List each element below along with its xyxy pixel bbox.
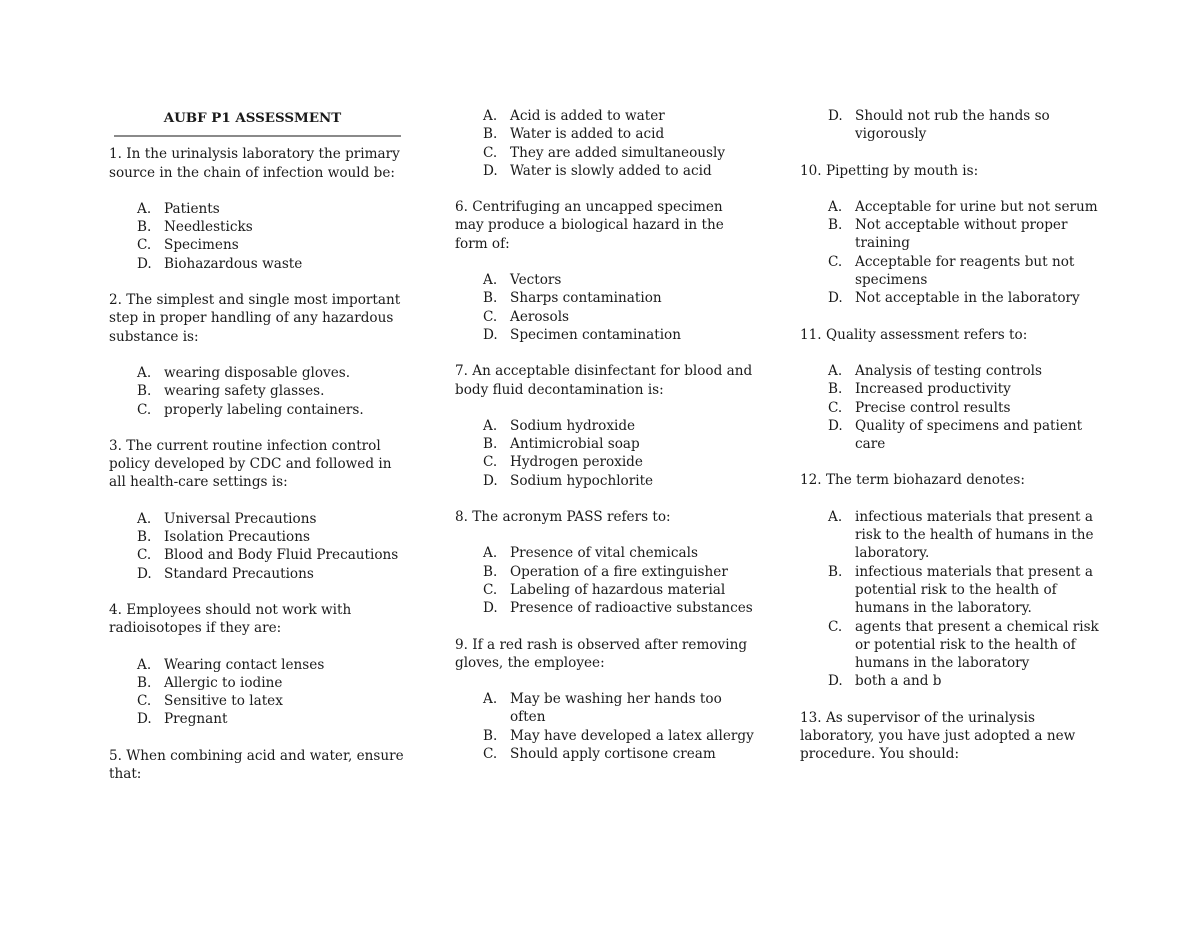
options-list	[109, 200, 409, 273]
option-text: They are added simultaneously	[510, 144, 726, 161]
answer-option	[455, 326, 755, 344]
question-block	[109, 145, 409, 273]
answer-option	[455, 107, 755, 125]
option-text: Operation of a fire extinguisher	[510, 563, 728, 580]
option-letter: D.	[483, 600, 498, 617]
answer-option	[455, 144, 755, 162]
options-list	[455, 271, 755, 344]
option-letter: B.	[483, 436, 498, 453]
option-text: both a and b	[855, 673, 942, 690]
option-text: Not acceptable without proper training	[855, 217, 1068, 252]
option-text: Water is added to acid	[510, 126, 665, 143]
question-text: 12. The term biohazard denotes:	[800, 472, 1025, 489]
option-letter: C.	[137, 693, 152, 710]
option-letter: C.	[483, 581, 498, 598]
option-letter: B.	[483, 727, 498, 744]
option-letter: A.	[483, 108, 498, 124]
answer-option	[109, 656, 409, 674]
question-block	[109, 437, 409, 583]
option-letter: C.	[483, 144, 498, 161]
question-list	[455, 198, 755, 763]
answer-option	[455, 581, 755, 599]
option-letter: B.	[483, 563, 498, 580]
option-letter: C.	[828, 618, 843, 635]
answer-option	[455, 308, 755, 326]
answer-option	[455, 599, 755, 617]
option-text: infectious materials that present a potential risk to the health of humans in the laboratory.	[855, 563, 1093, 617]
option-text: May have developed a latex allergy	[510, 727, 754, 744]
option-text: Quality of specimens and patient care	[855, 417, 1083, 453]
option-letter: D.	[137, 565, 152, 582]
question-list	[109, 145, 409, 783]
question-text: 9. If a red rash is observed after removing gloves, the employee:	[455, 636, 748, 671]
question-block	[800, 162, 1100, 308]
question-block	[109, 291, 409, 419]
option-letter: A.	[828, 362, 843, 379]
option-letter: C.	[137, 547, 152, 564]
option-letter: C.	[137, 401, 152, 418]
answer-option	[455, 745, 755, 763]
option-text: wearing disposable gloves.	[164, 364, 351, 381]
question-block	[455, 198, 755, 344]
answer-option	[109, 236, 409, 254]
question-text: 5. When combining acid and water, ensure that:	[109, 747, 404, 783]
option-letter: C.	[483, 454, 498, 471]
question-block	[109, 747, 409, 784]
option-letter: B.	[483, 126, 498, 143]
option-letter: D.	[483, 472, 498, 489]
option-letter: A.	[137, 200, 152, 217]
column-1	[109, 107, 409, 801]
option-text: Aerosols	[510, 308, 570, 325]
question-text: 1. In the urinalysis laboratory the primary source in the chain of infection would be:	[109, 146, 400, 181]
answer-option	[455, 435, 755, 453]
options-list	[109, 656, 409, 729]
answer-option	[800, 672, 1100, 690]
option-text: Blood and Body Fluid Precautions	[164, 547, 399, 564]
answer-option	[800, 380, 1100, 398]
option-text: properly labeling containers.	[164, 401, 364, 418]
option-text: Biohazardous waste	[164, 255, 303, 272]
option-letter: D.	[828, 290, 843, 307]
option-letter: A.	[137, 510, 152, 527]
option-text: Isolation Precautions	[164, 529, 310, 546]
page-title: AUBF P1 ASSESSMENT	[163, 110, 342, 126]
question-block	[455, 508, 755, 617]
option-letter: B.	[828, 563, 843, 580]
answer-option	[455, 472, 755, 490]
question-text: 10. Pipetting by mouth is:	[800, 162, 979, 179]
option-letter: B.	[137, 674, 152, 691]
answer-option	[455, 271, 755, 289]
option-text: May be washing her hands too often	[510, 691, 722, 726]
option-letter: D.	[483, 326, 498, 343]
option-text: Presence of vital chemicals	[510, 545, 698, 562]
option-text: agents that present a chemical risk or potential risk to the health of humans in the laboratory	[855, 618, 1099, 672]
option-letter: D.	[137, 711, 152, 728]
option-text: Vectors	[510, 272, 562, 289]
option-text: Standard Precautions	[164, 565, 314, 582]
option-text: Sensitive to latex	[164, 693, 283, 710]
question-block	[455, 362, 755, 490]
option-text: Should not rub the hands so vigorously	[855, 108, 1050, 143]
option-letter: D.	[483, 162, 498, 179]
option-letter: B.	[828, 381, 843, 398]
answer-option	[109, 401, 409, 419]
answer-option	[455, 563, 755, 581]
option-letter: C.	[483, 308, 498, 325]
answer-option	[800, 107, 1100, 144]
option-letter: A.	[483, 691, 498, 708]
column-3	[800, 107, 1100, 782]
options-list	[455, 544, 755, 617]
option-letter: C.	[828, 399, 843, 416]
option-letter: B.	[483, 290, 498, 307]
answer-option	[109, 255, 409, 273]
answer-option	[800, 508, 1100, 563]
answer-option	[455, 727, 755, 745]
option-text: Water is slowly added to acid	[510, 162, 712, 179]
option-text: Should apply cortisone cream	[510, 746, 716, 763]
options-list	[109, 364, 409, 419]
answer-option	[455, 417, 755, 435]
answer-option	[800, 289, 1100, 307]
continued-options	[800, 107, 1100, 144]
question-block	[800, 471, 1100, 690]
option-letter: D.	[828, 673, 843, 690]
answer-option	[455, 125, 755, 143]
option-letter: A.	[483, 545, 498, 562]
option-letter: A.	[828, 198, 843, 215]
option-letter: C.	[828, 253, 843, 270]
option-text: Hydrogen peroxide	[510, 454, 643, 471]
option-text: Specimens	[164, 237, 239, 254]
question-text: 11. Quality assessment refers to:	[800, 326, 1028, 343]
answer-option	[455, 162, 755, 180]
option-letter: C.	[137, 237, 152, 254]
option-letter: D.	[828, 417, 843, 434]
question-block	[109, 601, 409, 729]
option-text: Universal Precautions	[164, 510, 317, 527]
option-letter: D.	[137, 255, 152, 272]
answer-option	[109, 710, 409, 728]
option-text: Labeling of hazardous material	[510, 581, 726, 598]
answer-option	[800, 198, 1100, 216]
question-text: 4. Employees should not work with radioisotopes if they are:	[109, 601, 352, 637]
answer-option	[800, 563, 1100, 618]
answer-option	[800, 362, 1100, 380]
answer-option	[109, 528, 409, 546]
answer-option	[109, 692, 409, 710]
option-text: Needlesticks	[164, 219, 253, 236]
answer-option	[109, 218, 409, 236]
options-list	[455, 417, 755, 490]
answer-option	[455, 289, 755, 307]
option-text: Pregnant	[164, 711, 228, 728]
title-divider	[114, 135, 401, 137]
option-letter: A.	[483, 417, 498, 434]
option-letter: A.	[137, 656, 152, 673]
question-text: 8. The acronym PASS refers to:	[455, 509, 671, 526]
options-list	[800, 508, 1100, 691]
question-text: 7. An acceptable disinfectant for blood and body fluid decontamination is:	[455, 363, 753, 398]
option-text: Increased productivity	[855, 381, 1011, 398]
options-list	[800, 198, 1100, 308]
options-list	[800, 362, 1100, 453]
answer-option	[800, 253, 1100, 290]
answer-option	[109, 510, 409, 528]
question-text: 6. Centrifuging an uncapped specimen may produce a biological hazard in the form of:	[455, 199, 724, 252]
option-letter: A.	[137, 364, 152, 381]
option-text: Sodium hypochlorite	[510, 472, 654, 489]
option-letter: A.	[828, 508, 843, 525]
option-text: Presence of radioactive substances	[510, 600, 753, 617]
option-text: Allergic to iodine	[164, 674, 283, 691]
option-text: wearing safety glasses.	[164, 383, 325, 400]
option-text: Patients	[164, 200, 220, 217]
question-block	[800, 326, 1100, 454]
option-text: Acid is added to water	[510, 108, 665, 124]
option-text: Sodium hydroxide	[510, 417, 636, 434]
option-letter: B.	[137, 383, 152, 400]
option-text: infectious materials that present a risk to the health of humans in the laboratory.	[855, 508, 1094, 562]
option-text: Sharps contamination	[510, 290, 662, 307]
answer-option	[800, 216, 1100, 253]
option-letter: B.	[137, 529, 152, 546]
answer-option	[109, 200, 409, 218]
option-letter: C.	[483, 746, 498, 763]
option-letter: B.	[828, 217, 843, 234]
answer-option	[109, 546, 409, 564]
answer-option	[109, 382, 409, 400]
continued-options	[455, 107, 755, 180]
question-text: 3. The current routine infection control policy developed by CDC and followed in all health-care settings is:	[109, 437, 392, 491]
options-list	[109, 510, 409, 583]
option-text: Antimicrobial soap	[510, 436, 640, 453]
question-block	[800, 709, 1100, 764]
column-2	[455, 107, 755, 781]
question-block	[455, 636, 755, 764]
answer-option	[109, 674, 409, 692]
option-text: Analysis of testing controls	[855, 362, 1042, 379]
option-text: Wearing contact lenses	[164, 656, 325, 673]
question-text: 2. The simplest and single most important step in proper handling of any hazardous substance is:	[109, 292, 401, 345]
option-text: Acceptable for reagents but not specimens	[855, 253, 1075, 289]
question-list	[800, 162, 1100, 764]
option-text: Precise control results	[855, 399, 1011, 416]
option-letter: B.	[137, 219, 152, 236]
answer-option	[800, 417, 1100, 454]
question-text: 13. As supervisor of the urinalysis laboratory, you have just adopted a new procedure. You should:	[800, 709, 1076, 763]
options-list	[455, 690, 755, 763]
answer-option	[455, 453, 755, 471]
answer-option	[455, 690, 755, 727]
option-text: Specimen contamination	[510, 326, 681, 343]
option-text: Acceptable for urine but not serum	[855, 198, 1098, 215]
option-letter: A.	[483, 272, 498, 289]
answer-option	[455, 544, 755, 562]
answer-option	[800, 618, 1100, 673]
option-text: Not acceptable in the laboratory	[855, 290, 1080, 307]
answer-option	[800, 399, 1100, 417]
answer-option	[109, 565, 409, 583]
option-letter: D.	[828, 108, 843, 124]
answer-option	[109, 364, 409, 382]
